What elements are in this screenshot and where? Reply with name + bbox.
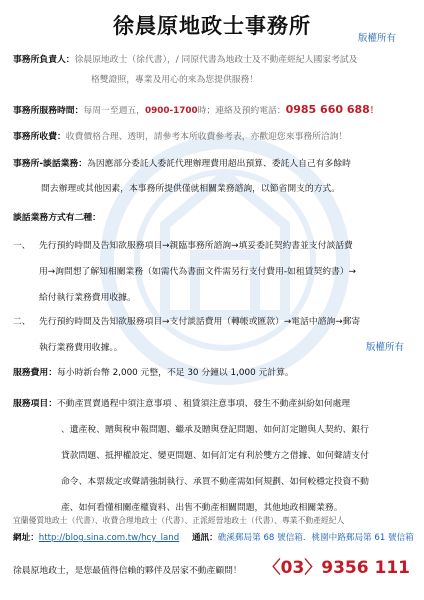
footer-tagline: 宜蘭優質地政士（代書）、收費合理地政士（代書）、正派經營地政士（代書）、專業不動產經紀人 — [13, 516, 345, 525]
method-item-2 — [13, 312, 404, 358]
method-1-number: 一、 — [13, 241, 31, 251]
method-1-text-3: 給付執行業務費用收據。 — [39, 293, 136, 303]
owner-label: 事務所負責人： — [13, 55, 75, 65]
owner-text: 徐晨原地政士（徐代書），/ 同原代書為地政士及不動產經紀人國家考試及 — [74, 55, 358, 65]
hours-middle: 時；連絡及預約電話： — [197, 106, 286, 116]
copyright-label-2: 版權所有 — [365, 342, 404, 353]
hours-time: 0900-1700 — [144, 106, 198, 116]
service-fee-section — [13, 363, 404, 383]
service-items-label: 服務項目： — [13, 399, 57, 409]
hours-label: 事務所服務時間： — [13, 106, 84, 116]
consult-text-2: 間去辦理或其他因素，本事務所提供僅就相關業務諮詢，以節省開支的方式。 — [41, 184, 341, 194]
owner-section — [13, 50, 404, 90]
website-link[interactable]: http://blog.sina.com.tw/hcy_land — [38, 533, 180, 543]
service-items-section — [13, 391, 404, 521]
mailing-address: 礁溪郵局第 68 號信箱．桃園中路郵局第 61 號信箱 — [217, 533, 414, 543]
owner-text-2: 格雙證照，專業及用心的來為您提供服務！ — [91, 75, 259, 85]
hours-prefix: 每周一至週五， — [83, 106, 145, 116]
fees-section — [13, 127, 404, 147]
copyright-label: 版權所有 — [357, 33, 396, 44]
contact-info — [13, 531, 414, 543]
method-2-text-2: 執行業務費用收據。。 — [39, 343, 123, 353]
method-2-text: 先行預約時間及告知欲服務項目→支付談話費用（轉帳或匯款）→電話中諮詢→郵寄 — [39, 317, 361, 327]
footer-slogan: 徐晨原地政士，是您最值得信賴的夥伴及居家不動產顧問！ — [13, 566, 242, 576]
hours-suffix: ！ — [369, 106, 379, 116]
method-item-1 — [13, 236, 404, 308]
consult-label: 事務所-談話業務： — [13, 159, 88, 169]
methods-heading: 談話業務方式有二種： — [13, 213, 101, 223]
service-items-text-3: 貸款問題、抵押權設定、變更問題、如何訂定有利於雙方之借據、如何聲請支付 — [61, 451, 369, 461]
fees-text: 收費價格合理、透明，請參考本所收費參考表，亦歡迎您來事務所洽詢！ — [65, 132, 348, 142]
page-title: 徐晨原地政士事務所 — [113, 14, 311, 38]
website-label: 網址： — [13, 533, 39, 543]
method-1-text-2: 用→詢問想了解知相關業務（如需代為書面文件需另行支付費用-如租賃契約書）→ — [39, 267, 357, 277]
service-items-text-1: 不動產買賣過程中須注意事項 、租賃須注意事項、發生不動產糾紛如何處理 — [57, 399, 351, 409]
hours-section — [13, 100, 404, 121]
contact-phone: 0985 660 688 — [285, 103, 370, 116]
service-fee-text: 每小時新台幣 2,000 元整，不足 30 分鐘以 1,000 元計算。 — [57, 368, 294, 378]
fees-label: 事務所收費： — [13, 132, 66, 142]
consult-section — [13, 154, 404, 199]
service-items-text-4: 命令、本票裁定或聲請強制執行、承買不動產需如何規劃、如何較穩定投資不動 — [61, 477, 369, 487]
service-fee-label: 服務費用： — [13, 368, 57, 378]
method-1-text: 先行預約時間及告知欲服務項目→親臨事務所諮詢→填妥委託契約書並支付談話費 — [39, 241, 353, 251]
method-2-number: 二、 — [13, 317, 31, 327]
consult-text: 為因應部分委託人委託代理辦理費用超出預算、委託人自己有多餘時 — [87, 159, 351, 169]
service-items-text-5: 產、如何看懂相關產權資料、出售不動產相關問題，其他地政相關業務。 — [61, 503, 343, 513]
office-phone: 〈03〉9356 111 — [263, 558, 410, 578]
address-label: 通訊： — [191, 533, 218, 543]
service-items-text-2: 、遺產稅、贈與稅申報問題、繼承及贈與登記問題、如何訂定贈與人契約、銀行 — [61, 425, 369, 435]
